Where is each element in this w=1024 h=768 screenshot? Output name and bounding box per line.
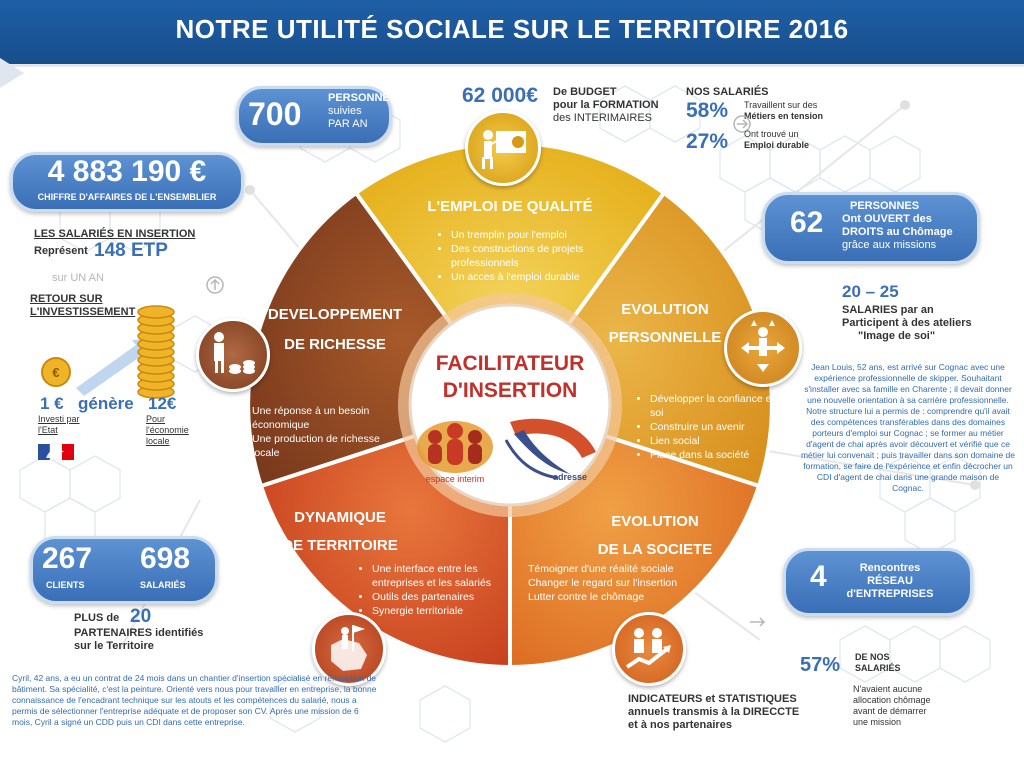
center-title-line1: FACILITATEUR (435, 352, 585, 375)
indicateurs-label (628, 693, 799, 732)
story-cyril: Cyril, 42 ans, a eu un contrat de 24 mois dans un chantier d'insertion spécialisé en rénovation de bâtiment. Sa spécialité, c'est la peinture. Orienté vers nous pour travailler en entreprise, la bonne connaissance de l'encadrant technique sur les atouts et les compétences du salarié, nous a permis de sélectionner l'entreprise adéquate et de proposer son CV. Après une mission de 6 mois, Cyril a signé un CDD puis un CDI dans cette entreprise. (12, 673, 377, 727)
nos-salaries-text2 (744, 129, 809, 151)
partenaires-line2: PARTENAIRES identifiés (74, 627, 204, 639)
indicateurs-line1: INDICATEURS et STATISTIQUES (628, 693, 797, 705)
droits-line1: PERSONNES (850, 200, 920, 212)
story-jean-louis: Jean Louis, 52 ans, est arrivé sur Cognac avec une expérience professionnelle de skipper. Souhaitant s'installer avec sa famille en Charente ; il devait donner une nouvelle orientation à sa carrière professionnelle. Notre structure lui a permis de : comprendre qu'il avait des compétences transférables dans des domaines porteurs d'emploi sur Cognac ; se former au métier d'agent de chai après avoir découvert et vérifié que ce métier lui convenait ; puis travailler dans son domaine de formation, se faire de l'expérience et enfin décrocher un CDI d'agent de chai dans une grande maison de Cognac. (800, 362, 1016, 493)
svg-text:€: € (52, 365, 60, 380)
chiffre-affaires-value: 4 883 190 € (47, 155, 207, 188)
segment-richesse-title-line2: DE RICHESSE (284, 336, 386, 353)
reseau-line3: d'ENTREPRISES (846, 588, 934, 600)
ateliers-line2: Participent à des ateliers (842, 317, 972, 329)
pct57-label (855, 652, 901, 674)
list-item: Témoigner d'une réalité sociale (528, 563, 674, 575)
personnes-suivies-line2: suivies (328, 105, 362, 117)
segment-emploi-title: L'EMPLOI DE QUALITÉ (427, 198, 593, 215)
salaries-insertion-heading: LES SALARIÉS EN INSERTION (34, 228, 196, 240)
retour-middle: génère (78, 394, 134, 413)
segment-perso-title-line1: EVOLUTION (621, 301, 709, 318)
center-title (410, 350, 610, 404)
header-divider (0, 64, 1024, 67)
segment-perso-list (636, 392, 780, 462)
personnes-suivies-line1: PERSONNES (328, 92, 398, 104)
segment-perso-title (600, 296, 730, 352)
droits-value: 62 (790, 206, 824, 239)
list-item: • Des constructions de projets professionnels (451, 242, 621, 270)
list-item: • Une interface entre les entreprises et les salariés (372, 562, 512, 590)
personnes-suivies-line3: PAR AN (328, 118, 368, 130)
retour-heading: RETOUR SUR L'INVESTISSEMENT (30, 293, 136, 318)
salaries-value: 698 (140, 542, 191, 575)
segment-territoire-list (358, 562, 512, 618)
salaries-insertion-value: 148 ETP (94, 240, 168, 261)
ateliers-line1: SALARIES par an (842, 304, 934, 316)
budget-label (553, 86, 659, 125)
salaries-label: SALARIÉS (140, 580, 186, 590)
droits-label (842, 200, 953, 252)
reseau-label (840, 562, 940, 601)
salaries-insertion-prefix: Représent (34, 245, 88, 257)
segment-richesse-title-line1: DEVELOPPEMENT (267, 306, 403, 323)
adresse-label: adresse (552, 472, 588, 482)
clients-value: 267 (42, 542, 93, 575)
money-growth-icon (196, 318, 270, 392)
nos-salaries-text2b: Emploi durable (744, 140, 810, 150)
nos-salaries-pct1: 58% (686, 99, 729, 122)
budget-line1: De BUDGET (553, 86, 617, 98)
droits-line2: Ont OUVERT des (842, 213, 932, 225)
pct57-value: 57% (800, 654, 841, 676)
segment-societe-title (585, 508, 725, 564)
presentation-icon (465, 110, 541, 186)
ateliers-label (842, 304, 972, 343)
budget-line2: pour la FORMATION (553, 99, 659, 111)
segment-emploi-list (437, 228, 621, 284)
coins-growth-icon (36, 300, 186, 400)
marianne-logo (38, 442, 78, 462)
center-title-line2: D'INSERTION (442, 379, 578, 402)
crossroads-icon (724, 309, 802, 387)
segment-richesse-title (255, 300, 415, 360)
segment-territoire-title (275, 504, 405, 560)
indicateurs-line3: et à nos partenaires (628, 719, 732, 731)
nos-salaries-heading: NOS SALARIÉS (686, 86, 769, 98)
droits-line3: DROITS au Chômage (842, 226, 953, 238)
list-item: • Place dans la société (650, 448, 780, 462)
pct57-line1: DE NOS (855, 652, 890, 662)
list-item: • Développer la confiance en soi (650, 392, 780, 420)
nos-salaries-pct2: 27% (686, 130, 729, 153)
reseau-line1: Rencontres (859, 562, 921, 574)
partenaires-prefix: PLUS de (74, 612, 120, 624)
segment-societe-list (524, 562, 688, 604)
ateliers-line3: "Image de soi" (858, 330, 936, 342)
chiffre-affaires-label: CHIFFRE D'AFFAIRES DE L'ENSEMBLIER (37, 192, 217, 202)
list-item: • Lien social (650, 434, 780, 448)
growth-team-icon (612, 612, 686, 686)
segment-territoire-title-line2: DE TERRITOIRE (282, 537, 398, 554)
salaries-insertion-suffix: sur UN AN (52, 272, 104, 284)
pct57-line2: SALARIÉS (855, 663, 901, 673)
list-item: Lutter contre le chômage (528, 591, 645, 603)
retour-right-caption: Pour l'économie locale (146, 414, 189, 446)
partenaires-line3: sur le Territoire (74, 640, 154, 652)
budget-line3: des INTERIMAIRES (553, 112, 653, 124)
personnes-suivies-label (328, 92, 397, 131)
nos-salaries-text2a: Ont trouvé un (744, 129, 799, 139)
segment-perso-title-line2: PERSONNELLE (608, 329, 722, 346)
nos-salaries-text1a: Travaillent sur des (744, 100, 818, 110)
retour-left-value: 1 € (40, 394, 64, 413)
clients-label: CLIENTS (46, 580, 85, 590)
personnes-suivies-value: 700 (248, 96, 302, 132)
corner-arrow-icon (0, 58, 26, 88)
right-arrow-icon (748, 612, 768, 632)
partenaires-label (74, 627, 203, 653)
reseau-value: 4 (810, 560, 827, 593)
list-item: Une réponse à un besoin économique (252, 405, 370, 431)
segment-societe-title-line2: DE LA SOCIETE (597, 541, 713, 558)
droits-line4: grâce aux missions (842, 239, 937, 251)
segment-richesse-list (248, 404, 392, 460)
pct57-text: N'avaient aucune allocation chômage avant de démarrer une mission (853, 684, 931, 727)
list-item: • Un acces à l'emploi durable (451, 270, 621, 284)
segment-societe-title-line1: EVOLUTION (611, 513, 699, 530)
espace-interim-label: espace interim (425, 474, 485, 484)
list-item: • Un tremplin pour l'emploi (451, 228, 621, 242)
page-title: NOTRE UTILITÉ SOCIALE SUR LE TERRITOIRE 2016 (175, 14, 849, 44)
list-item: Changer le regard sur l'insertion (528, 577, 678, 589)
list-item: Une production de richesse locale (252, 433, 380, 459)
up-arrow-icon (205, 275, 225, 295)
retour-right-value: 12€ (148, 394, 177, 413)
nos-salaries-text1 (744, 100, 823, 122)
list-item: • Construire un avenir (650, 420, 780, 434)
list-item: • Synergie territoriale (372, 604, 512, 618)
budget-value: 62 000€ (462, 84, 538, 107)
reseau-line2: RÉSEAU (867, 575, 913, 587)
retour-left-caption: Investi par l'Etat (38, 414, 80, 435)
indicateurs-line2: annuels transmis à la DIRECCTE (628, 706, 800, 718)
nos-salaries-text1b: Métiers en tension (744, 111, 824, 121)
segment-territoire-title-line1: DYNAMIQUE (294, 509, 386, 526)
ateliers-value: 20 – 25 (842, 282, 899, 301)
partenaires-value: 20 (130, 606, 152, 627)
list-item: • Outils des partenaires (372, 590, 512, 604)
